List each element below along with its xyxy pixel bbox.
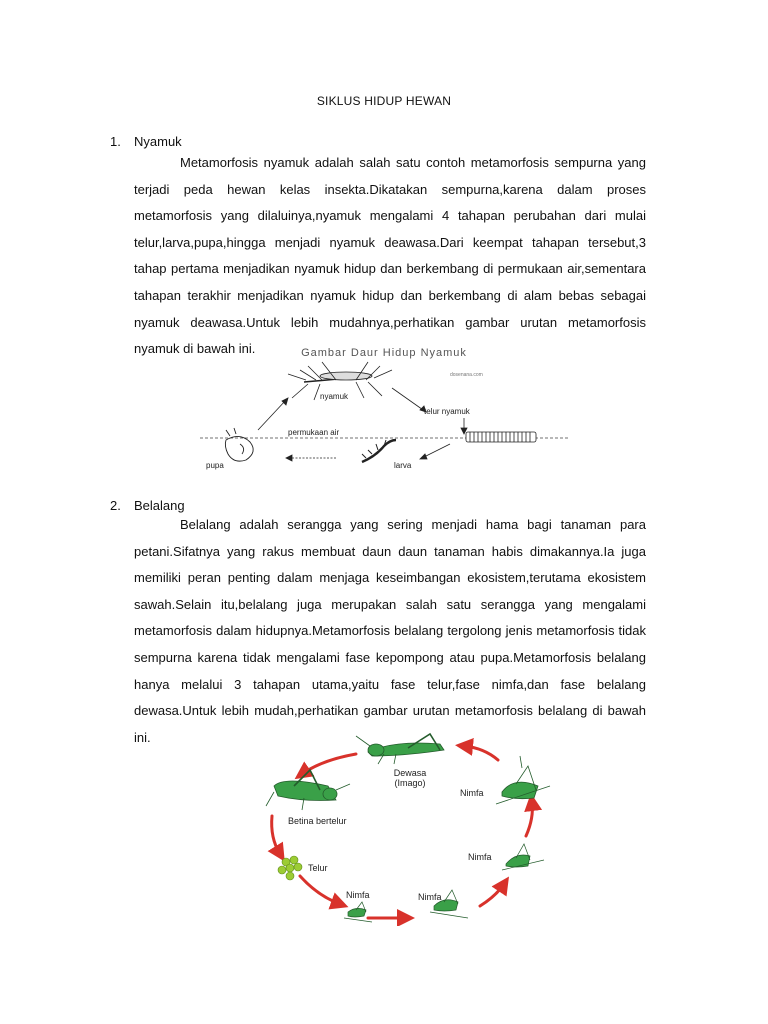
label-adult: nyamuk: [320, 392, 349, 401]
arrow-head: [286, 455, 292, 461]
label-adult-line2: (Imago): [394, 778, 426, 788]
nymph-4-icon: [496, 756, 550, 804]
female-grasshopper-icon: [266, 770, 350, 810]
arrow-nymph-to-nymph-2: [480, 884, 504, 906]
figure-caption: Gambar Daur Hidup Nyamuk: [301, 347, 467, 359]
label-egg: telur nyamuk: [424, 407, 470, 416]
section-heading-nyamuk: [110, 134, 182, 149]
egg-cluster-icon: [278, 856, 302, 880]
arrow-adult-to-egg: [392, 388, 426, 412]
figure-watermark: dosenana.com: [450, 372, 483, 378]
arrow-nymph-to-adult: [464, 746, 498, 760]
label-egg: Telur: [308, 863, 328, 873]
arrow-pupa-to-adult: [258, 400, 286, 430]
label-adult-line1: Dewasa: [393, 768, 427, 778]
mosquito-lifecycle-figure: [196, 340, 572, 480]
section-heading-text: Belalang: [134, 498, 185, 513]
section-heading-text: Nyamuk: [134, 134, 182, 149]
label-nymph-2: Nimfa: [418, 892, 442, 902]
adult-grasshopper-icon: [356, 734, 444, 764]
page-title: SIKLUS HIDUP HEWAN: [316, 94, 452, 108]
nymph-3-icon: [502, 844, 544, 870]
label-nymph-4: Nimfa: [460, 788, 484, 798]
grasshopper-lifecycle-figure: [244, 726, 568, 926]
label-nymph-3: Nimfa: [468, 852, 492, 862]
label-nymph-1: Nimfa: [346, 890, 370, 900]
section-heading-belalang: [110, 498, 185, 513]
label-pupa: pupa: [206, 461, 224, 470]
arrow-head: [282, 398, 288, 405]
label-female: Betina bertelur: [288, 816, 347, 826]
paragraph-nyamuk: [134, 150, 646, 363]
egg-raft-icon: [466, 432, 536, 442]
arrow-head: [420, 454, 427, 459]
paragraph-belalang: [134, 512, 646, 751]
larva-icon: [362, 440, 396, 462]
arrow-nymph-to-nymph-3: [526, 802, 532, 836]
section-number: 2.: [110, 498, 121, 513]
arrow-egg-to-larva: [422, 444, 450, 458]
label-larva: larva: [394, 461, 412, 470]
pupa-icon: [225, 428, 253, 461]
paragraph-text: Belalang adalah serangga yang sering menjadi hama bagi tanaman para petani.Sifatnya yang rakus membuat daun daun tanaman habis dimakannya.Ia juga memiliki peran penting dalam menjaga keseimbangan ekosistem,terutama ekosistem sawah.Selain itu,belalang juga merupakan salah satu serangga yang mengalami metamorfosis dalam hidupnya.Metamorfosis belalang tergolong jenis metamorfosis tidak sempurna karena tidak mengalami fase kepompong atau pupa.Metamorfosis belalang hanya melalui 3 tahapan utama,yaitu fase telur,fase nimfa,dan fase belalang dewasa.Untuk lebih mudah,perhatikan gambar urutan metamorfosis belalang di bawah ini.: [134, 517, 646, 745]
section-number: 1.: [110, 134, 121, 149]
arrow-female-to-egg: [272, 816, 280, 854]
arrow-egg-to-nymph: [300, 876, 340, 904]
label-surface: permukaan air: [288, 428, 340, 437]
paragraph-text: Metamorfosis nyamuk adalah salah satu contoh metamorfosis sempurna yang terjadi peda hewan kelas insekta.Dikatakan sempurna,karena dalam proses metamorfosis yang dilaluinya,nyamuk mengalami 4 tahapan perubahan dari mulai telur,larva,pupa,hingga menjadi nyamuk deawasa.Dari keempat tahapan tersebut,3 tahap pertama menjadikan nyamuk hidup dan berkembang di permukaan air,sementara tahapan terakhir menjadikan nyamuk hidup dan berkembang di alam bebas sebagai nyamuk deawasa.Untuk lebih mudahnya,perhatikan gambar urutan metamorfosis nyamuk di bawah ini.: [134, 155, 646, 357]
